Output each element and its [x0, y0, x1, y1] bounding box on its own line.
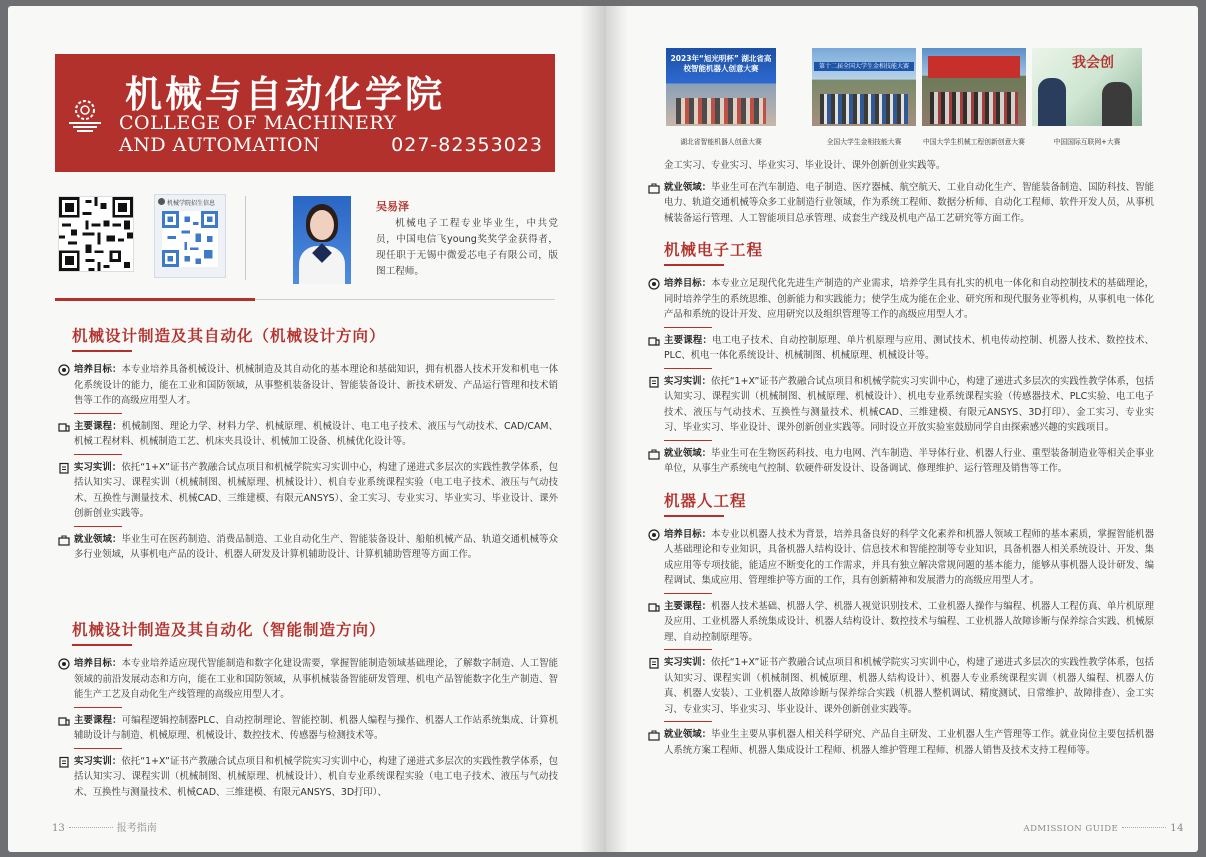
competition-photo: 我会创	[1032, 48, 1142, 126]
section-title: 机器人工程	[664, 491, 747, 510]
profile-name: 吴易泽	[376, 200, 409, 213]
page-number: 13	[52, 823, 65, 834]
clipboard-icon	[58, 462, 70, 474]
page-footer	[52, 819, 157, 834]
wechat-qr-icon	[162, 211, 218, 267]
briefcase-icon	[648, 448, 660, 460]
book-icon	[58, 715, 70, 727]
item-training-goal: 培养目标：本专业立足现代化先进生产制造的产业需求，培养学生具有扎实的机电一体化和自动控制技术的基础理论，同时培养学生的系统思维、创新能力和实践能力；使学生成为能在企业、研究所和现代服务业等机构，从事机电一体化产品和系统的设计开发、应用研究以及组织管理等工作的高级应用型人才。	[648, 276, 1154, 323]
photo-caption: 中国国际互联网+大赛	[1053, 138, 1121, 146]
college-english-name	[119, 112, 397, 156]
briefcase-icon	[58, 534, 70, 546]
divider	[245, 196, 246, 280]
item-main-courses: 主要课程：可编程逻辑控制器PLC、自动控制理论、智能控制、机器人编程与操作、机器人工作站系统集成、计算机辅助设计与制造、机械原理、机械设计、数控技术、传感器与检测技术等。	[58, 713, 558, 744]
section-title: 机械设计制造及其自动化（机械设计方向）	[72, 327, 386, 345]
briefcase-icon	[648, 182, 660, 194]
college-phone: 027-82353023	[391, 134, 543, 156]
section-mech-design	[58, 324, 558, 563]
target-icon	[648, 529, 660, 541]
competition-photo: 第十二届全国大学生金相技能大赛	[812, 48, 916, 126]
footer-text: 报考指南	[116, 823, 157, 834]
item-training-goal: 培养目标：本专业培养具备机械设计、机械制造及其自动化的基本理论和基础知识，拥有机器人技术开发和机电一体化系统设计的能力，能在工业和国防领域，从事整机装备设计、智能装备设计、新技术研发、产品运行管理和技术销售等工作的高级应用型人才。	[58, 362, 558, 409]
clipboard-icon	[648, 376, 660, 388]
book-icon	[648, 601, 660, 613]
right-content	[648, 158, 1154, 758]
photo-caption: 中国大学生机械工程创新创意大赛	[923, 138, 1025, 146]
section-intelligent-manufacturing	[58, 618, 558, 800]
college-banner	[55, 54, 555, 172]
right-page	[606, 6, 1198, 852]
photo-caption: 湖北省智能机器人创意大赛	[680, 138, 762, 146]
item-internship: 实习实训：依托“1+X”证书产教融合试点项目和机械学院实习实训中心，构建了递进式多层次的实践性教学体系，包括认知实习、课程实训（机械制图、机械原理、机械设计）、机自专业系统课程实验（电工电子技术、液压与气动技术、互换性与测量技术、机械CAD、三维建模、有限元ANSYS、3D打印）、	[58, 754, 558, 801]
competition-photo: 2023年“旭光明杯” 湖北省高校智能机器人创意大赛	[666, 48, 776, 126]
page-number: 14	[1170, 823, 1184, 834]
target-icon	[58, 364, 70, 376]
college-english-line2: AND AUTOMATION	[119, 134, 321, 156]
book-icon	[58, 421, 70, 433]
student-photo	[293, 196, 351, 284]
item-internship: 实习实训：依托“1+X”证书产教融合试点项目和机械学院实习实训中心，构建了递进式多层次的实践性教学体系，包括认知实习、课程实训（机械制图、机械原理、机器人结构设计）、机器人专业系统课程实训（机器人编程、机器人仿真、机器人安装）、工业机器人故障诊断与保养综合实践（机器人整机调试、精度测试、日常维护、故障排查）、金工实习、专业实习、毕业实习、毕业设计、课外创新创业实践等。	[648, 655, 1154, 717]
section-title: 机械设计制造及其自动化（智能制造方向）	[72, 621, 386, 639]
clipboard-icon	[58, 756, 70, 768]
section-title: 机械电子工程	[664, 241, 764, 259]
item-employment: 就业领域：毕业生可在生物医药科技、电力电网、汽车制造、半导体行业、机器人行业、重型装备制造业等相关企事业单位，从事生产系统电气控制、软硬件研发设计、设备调试、修理维护、运行管理及销售等工作。	[648, 446, 1154, 477]
competition-photo	[922, 48, 1026, 126]
clipboard-icon	[648, 657, 660, 669]
target-icon	[58, 658, 70, 670]
qr-code	[58, 196, 134, 272]
section-separator	[55, 298, 555, 301]
page-footer	[1023, 823, 1184, 834]
item-employment: 就业领域：毕业生主要从事机器人相关科学研究、产品自主研发、工业机器人生产管理等工作。就业岗位主要包括机器人系统方案工程师、机器人集成设计工程师、机器人维护管理工程师、机器人销售及技术支持工程师等。	[648, 727, 1154, 758]
photo-caption: 全国大学生金相技能大赛	[826, 138, 902, 146]
footer-text: ADMISSION GUIDE	[1023, 824, 1119, 834]
college-title: 机械与自动化学院	[125, 73, 445, 116]
item-main-courses: 主要课程：电工电子技术、自动控制原理、单片机原理与应用、测试技术、机电传动控制、机器人技术、数控技术、PLC、机电一体化系统设计、机械制图、机械原理、机械设计等。	[648, 333, 1154, 364]
qr-card-label: 机械学院招生信息	[167, 200, 216, 207]
target-icon	[648, 278, 660, 290]
avatar-dot-icon	[158, 198, 165, 205]
college-english-line1: COLLEGE OF MACHINERY	[119, 112, 397, 134]
item-employment: 就业领域：毕业生可在汽车制造、电子制造、医疗器械、航空航天、工业自动化生产、智能装备制造、国防科技、智能电力、轨道交通机械等众多工业制造行业领域，作为系统工程师、数据分析师、自动化工程师、软件开发人员，从事机械装备运行管理、人工智能项目总承管理、成套生产线及机电产品工艺研究等方面工作。	[648, 180, 1154, 227]
item-internship: 实习实训：依托“1+X”证书产教融合试点项目和机械学院实习实训中心，构建了递进式多层次的实践性教学体系，包括认知实习、课程实训（机械制图、机械原理、机械设计）、机自专业系统课程实验（电工电子技术、液压与气动技术、互换性与测量技术、机械CAD、三维建模、有限元ANSYS）、金工实习、专业实习、毕业实习、毕业设计、课外创新创业实践等。	[58, 460, 558, 522]
item-internship: 实习实训：依托“1+X”证书产教融合试点项目和机械学院实习实训中心，构建了递进式多层次的实践性教学体系，包括认知实习、课程实训（机械制图、机械原理、机械设计）、机电专业系统课程实验（传感器技术、PLC实验、电工电子技术、液压与气动技术、互换性与测量技术、机械CAD、三维建模、有限元ANSYS、3D打印）、金工实习、专业实习、毕业实习、毕业设计、课外创新创业实践等。同时设立开放实验室鼓励同学自由探索感兴趣的实践项目。	[648, 374, 1154, 436]
item-training-goal: 培养目标：本专业培养适应现代智能制造和数字化建设需要，掌握智能制造领域基础理论，了解数字制造、人工智能领域的前沿发展动态和方向，能在工业和国防领域，从事机械装备智能研发管理、机电产品智能数字化生产制造、智能生产工艺及自动化生产线管理的高级应用型人才。	[58, 656, 558, 703]
continued-text: 金工实习、专业实习、毕业实习、毕业设计、课外创新创业实践等。	[664, 160, 946, 171]
item-main-courses: 主要课程：机械制图、理论力学、材料力学、机械原理、机械设计、电工电子技术、液压与气动技术、CAD/CAM、机械工程材料、机械制造工艺、机床夹具设计、机械加工设备、机械优化设计等。	[58, 419, 558, 450]
left-page	[8, 6, 606, 852]
item-main-courses: 主要课程：机器人技术基础、机器人学、机器人视觉识别技术、工业机器人操作与编程、机器人工程仿真、单片机原理及应用、工业机器人系统集成设计、机器人结构设计、数控技术与编程、工业机器人故障诊断与保养综合实践、机械原理、自动控制原理等。	[648, 599, 1154, 646]
briefcase-icon	[648, 729, 660, 741]
wechat-qr-card	[154, 194, 226, 278]
gear-logo-icon	[65, 94, 105, 134]
competition-photos	[666, 48, 1156, 146]
item-employment: 就业领域：毕业生可在医药制造、消费品制造、工业自动化生产、智能装备设计、船舶机械产品、轨道交通机械等众多行业领域，从事机电产品的设计、机器人研发及计算机辅助设计、计算机辅助管理等方面工作。	[58, 532, 558, 563]
profile-text: 机械电子工程专业毕业生，中共党员，中国电信飞young奖奖学金获得者，现任职于无锡中微爱芯电子有限公司，版图工程师。	[376, 218, 558, 277]
book-icon	[648, 335, 660, 347]
item-training-goal: 培养目标：本专业以机器人技术为背景，培养具备良好的科学文化素养和机器人领域工程师的基本素质，掌握智能机器人基础理论和专业知识，具备机器人结构设计、信息技术和智能控制等专业知识，具备机器人相关系统设计、开发、集成应用等专项技能，能适应不断变化的工作需求，并具有独立解决常规问题的基本能力，能够从事机器人设计研发、编程调试、集成应用、管理维护等方面的工作，具有创新精神和发展潜力的高级应用型人才。	[648, 527, 1154, 589]
